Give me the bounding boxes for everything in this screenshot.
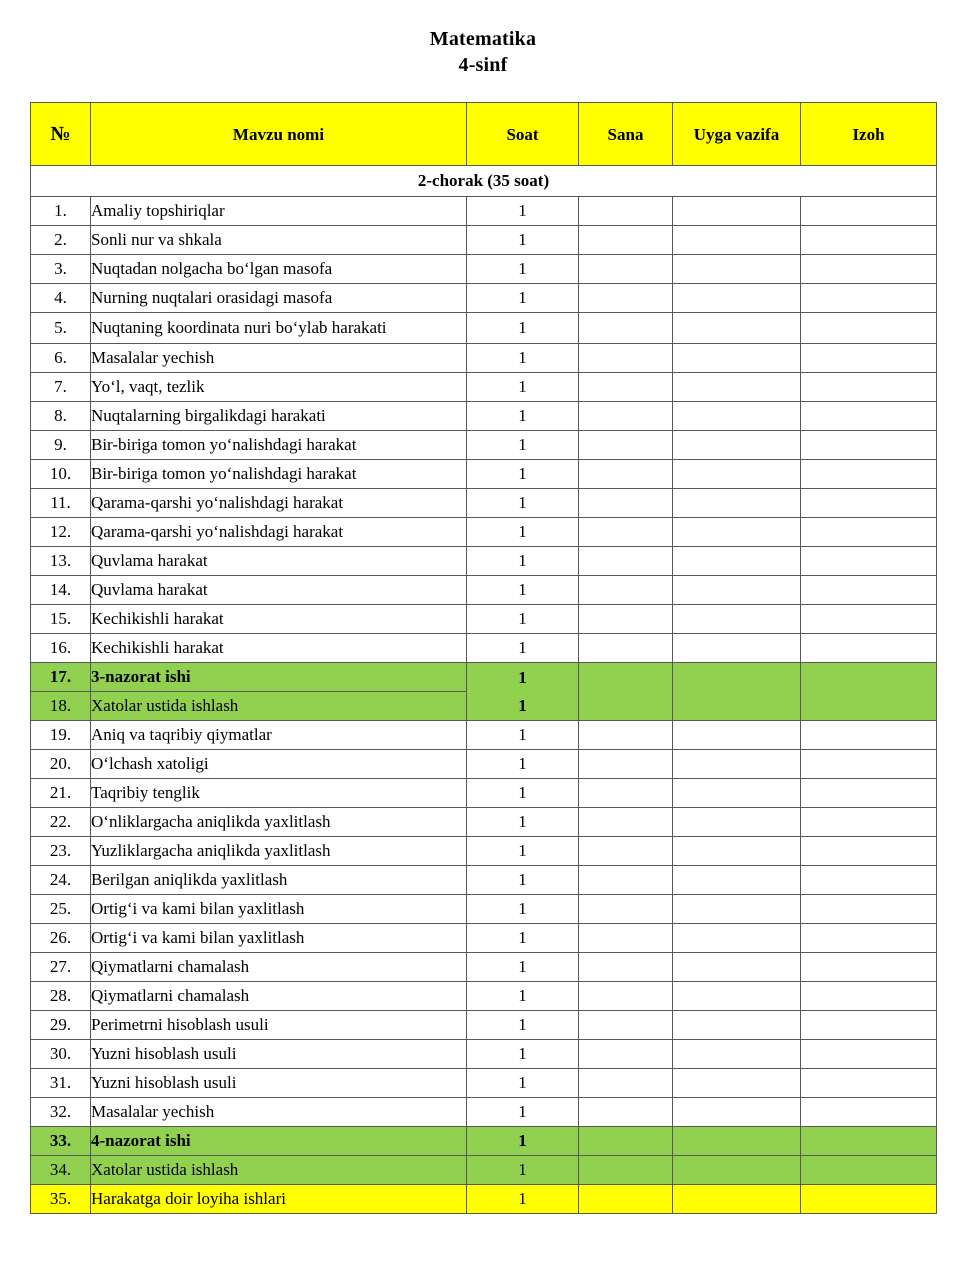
row-sana[interactable]: [579, 489, 673, 518]
row-izoh[interactable]: [801, 1185, 937, 1214]
row-sana[interactable]: [579, 547, 673, 576]
row-izoh[interactable]: [801, 808, 937, 837]
row-izoh[interactable]: [801, 518, 937, 547]
row-izoh[interactable]: [801, 634, 937, 663]
row-topic: O‘nliklargacha aniqlikda yaxlitlash: [91, 808, 467, 837]
row-topic: Bir-biriga tomon yo‘nalishdagi harakat: [91, 460, 467, 489]
row-uyga[interactable]: [673, 634, 801, 663]
row-sana[interactable]: [579, 1069, 673, 1098]
row-uyga[interactable]: [673, 284, 801, 313]
row-sana[interactable]: [579, 1127, 673, 1156]
table-row: [31, 197, 937, 226]
row-sana[interactable]: [579, 197, 673, 226]
row-izoh[interactable]: [801, 605, 937, 634]
table-row: [31, 518, 937, 547]
row-topic: Bir-biriga tomon yo‘nalishdagi harakat: [91, 431, 467, 460]
row-soat: 1: [518, 667, 527, 687]
table-row-highlight-yellow: [31, 1185, 937, 1214]
table-row: [31, 837, 937, 866]
row-sana[interactable]: [579, 924, 673, 953]
row-soat: 1: [467, 924, 579, 953]
row-number: 5.: [31, 313, 91, 344]
row-soat: 1: [467, 402, 579, 431]
table-row: [31, 284, 937, 313]
row-soat: 1: [467, 344, 579, 373]
row-izoh[interactable]: [801, 431, 937, 460]
row-soat: 1: [467, 1069, 579, 1098]
row-izoh[interactable]: [801, 895, 937, 924]
row-number: 9.: [31, 431, 91, 460]
row-izoh[interactable]: [801, 1069, 937, 1098]
row-sana[interactable]: [579, 866, 673, 895]
table-row-highlight-green: [31, 1127, 937, 1156]
row-izoh[interactable]: [801, 1011, 937, 1040]
row-number: 3.: [31, 255, 91, 284]
row-topic: Yuzni hisoblash usuli: [91, 1040, 467, 1069]
row-uyga[interactable]: [673, 197, 801, 226]
row-izoh[interactable]: [801, 779, 937, 808]
row-topic: Masalalar yechish: [91, 1098, 467, 1127]
row-sana[interactable]: [579, 837, 673, 866]
row-topic: Kechikishli harakat: [91, 634, 467, 663]
row-sana[interactable]: [579, 1098, 673, 1127]
row-soat: 1: [467, 518, 579, 547]
row-number: 7.: [31, 373, 91, 402]
table-row: [31, 255, 937, 284]
row-soat: 1: [467, 1040, 579, 1069]
row-topic: Qarama-qarshi yo‘nalishdagi harakat: [91, 518, 467, 547]
row-topic: Perimetrni hisoblash usuli: [91, 1011, 467, 1040]
row-sana[interactable]: [579, 721, 673, 750]
row-uyga[interactable]: [673, 924, 801, 953]
row-sana[interactable]: [579, 344, 673, 373]
row-soat: 1: [467, 576, 579, 605]
table-row: [31, 953, 937, 982]
row-topic: Yuzliklargacha aniqlikda yaxlitlash: [91, 837, 467, 866]
row-izoh[interactable]: [801, 547, 937, 576]
row-uyga[interactable]: [673, 489, 801, 518]
table-row: [31, 605, 937, 634]
row-number: 14.: [31, 576, 91, 605]
row-topic: Nuqtalarning birgalikdagi harakati: [91, 402, 467, 431]
row-sana[interactable]: [579, 982, 673, 1011]
row-soat: 1: [467, 284, 579, 313]
row-soat-merged: [467, 663, 579, 721]
row-topic: Sonli nur va shkala: [91, 226, 467, 255]
row-izoh[interactable]: [801, 837, 937, 866]
table-row-highlight-green: [31, 663, 937, 692]
row-sana[interactable]: [579, 634, 673, 663]
grade-title: 4-sinf: [458, 54, 508, 76]
row-sana[interactable]: [579, 1185, 673, 1214]
row-izoh[interactable]: [801, 489, 937, 518]
row-topic: Quvlama harakat: [91, 576, 467, 605]
row-topic: Qarama-qarshi yo‘nalishdagi harakat: [91, 489, 467, 518]
row-sana[interactable]: [579, 605, 673, 634]
table-row: [31, 721, 937, 750]
row-topic: Nurning nuqtalari orasidagi masofa: [91, 284, 467, 313]
row-soat: 1: [467, 953, 579, 982]
row-topic: Harakatga doir loyiha ishlari: [91, 1185, 467, 1214]
row-number: 16.: [31, 634, 91, 663]
row-soat: 1: [467, 460, 579, 489]
row-soat: 1: [467, 197, 579, 226]
row-sana[interactable]: [579, 460, 673, 489]
row-sana[interactable]: [579, 663, 673, 721]
row-sana[interactable]: [579, 284, 673, 313]
column-header-izoh: Izoh: [801, 103, 937, 166]
row-topic: Amaliy topshiriqlar: [91, 197, 467, 226]
row-uyga[interactable]: [673, 1127, 801, 1156]
row-soat: 1: [467, 431, 579, 460]
row-uyga[interactable]: [673, 226, 801, 255]
row-uyga[interactable]: [673, 344, 801, 373]
row-uyga[interactable]: [673, 837, 801, 866]
row-soat: 1: [467, 837, 579, 866]
row-uyga[interactable]: [673, 866, 801, 895]
row-number: 8.: [31, 402, 91, 431]
row-soat: 1: [467, 1011, 579, 1040]
row-sana[interactable]: [579, 808, 673, 837]
table-row: [31, 313, 937, 344]
table-row-highlight-green: [31, 1156, 937, 1185]
row-uyga[interactable]: [673, 953, 801, 982]
row-topic: Qiymatlarni chamalash: [91, 982, 467, 1011]
row-number: 6.: [31, 344, 91, 373]
row-soat: 1: [467, 255, 579, 284]
row-izoh[interactable]: [801, 226, 937, 255]
row-number: 34.: [31, 1156, 91, 1185]
row-topic: Aniq va taqribiy qiymatlar: [91, 721, 467, 750]
row-number: 1.: [31, 197, 91, 226]
lesson-plan-table: [30, 102, 937, 1214]
row-soat: 1: [467, 547, 579, 576]
page-title: [0, 0, 966, 78]
table-row: [31, 924, 937, 953]
row-izoh[interactable]: [801, 460, 937, 489]
table-row: [31, 1069, 937, 1098]
row-number: 4.: [31, 284, 91, 313]
row-number: 17.: [31, 663, 91, 692]
row-soat: 1: [518, 695, 527, 715]
row-uyga[interactable]: [673, 779, 801, 808]
row-number: 31.: [31, 1069, 91, 1098]
lesson-plan-table-wrap: [30, 102, 936, 1214]
row-soat: 1: [467, 895, 579, 924]
row-izoh[interactable]: [801, 750, 937, 779]
row-soat: 1: [467, 808, 579, 837]
row-number: 26.: [31, 924, 91, 953]
table-row: [31, 373, 937, 402]
row-number: 25.: [31, 895, 91, 924]
table-row: [31, 634, 937, 663]
row-izoh[interactable]: [801, 866, 937, 895]
subject-title: Matematika: [429, 28, 537, 50]
row-number: 11.: [31, 489, 91, 518]
row-uyga[interactable]: [673, 605, 801, 634]
column-header-uyga: Uyga vazifa: [673, 103, 801, 166]
table-row: [31, 431, 937, 460]
row-izoh[interactable]: [801, 721, 937, 750]
row-izoh[interactable]: [801, 953, 937, 982]
row-number: 19.: [31, 721, 91, 750]
row-uyga[interactable]: [673, 255, 801, 284]
table-row: [31, 750, 937, 779]
row-uyga[interactable]: [673, 1098, 801, 1127]
row-sana[interactable]: [579, 431, 673, 460]
row-izoh[interactable]: [801, 373, 937, 402]
row-topic: Qiymatlarni chamalash: [91, 953, 467, 982]
row-soat: 1: [467, 373, 579, 402]
row-topic: Berilgan aniqlikda yaxlitlash: [91, 866, 467, 895]
table-row: [31, 547, 937, 576]
row-soat: 1: [467, 721, 579, 750]
row-sana[interactable]: [579, 313, 673, 344]
row-topic: 3-nazorat ishi: [91, 663, 467, 692]
row-uyga[interactable]: [673, 402, 801, 431]
row-sana[interactable]: [579, 226, 673, 255]
row-izoh[interactable]: [801, 663, 937, 721]
table-row: [31, 1040, 937, 1069]
column-header-soat: Soat: [467, 103, 579, 166]
row-uyga[interactable]: [673, 750, 801, 779]
row-topic: Nuqtadan nolgacha bo‘lgan masofa: [91, 255, 467, 284]
row-izoh[interactable]: [801, 197, 937, 226]
row-izoh[interactable]: [801, 1156, 937, 1185]
row-topic: Nuqtaning koordinata nuri bo‘ylab harakati: [91, 313, 467, 344]
row-soat: 1: [467, 982, 579, 1011]
row-uyga[interactable]: [673, 1156, 801, 1185]
table-row: [31, 1011, 937, 1040]
row-soat: 1: [467, 1156, 579, 1185]
row-sana[interactable]: [579, 255, 673, 284]
row-uyga[interactable]: [673, 1011, 801, 1040]
row-izoh[interactable]: [801, 576, 937, 605]
column-header-num: №: [31, 103, 91, 166]
row-uyga[interactable]: [673, 576, 801, 605]
row-sana[interactable]: [579, 779, 673, 808]
row-izoh[interactable]: [801, 982, 937, 1011]
row-soat: 1: [467, 634, 579, 663]
row-sana[interactable]: [579, 895, 673, 924]
row-uyga[interactable]: [673, 1040, 801, 1069]
row-uyga[interactable]: [673, 431, 801, 460]
row-topic: Ortig‘i va kami bilan yaxlitlash: [91, 895, 467, 924]
row-number: 22.: [31, 808, 91, 837]
row-uyga[interactable]: [673, 1185, 801, 1214]
row-soat: 1: [467, 1098, 579, 1127]
row-number: 10.: [31, 460, 91, 489]
row-izoh[interactable]: [801, 344, 937, 373]
row-sana[interactable]: [579, 1040, 673, 1069]
row-number: 21.: [31, 779, 91, 808]
table-row: [31, 344, 937, 373]
row-topic: Kechikishli harakat: [91, 605, 467, 634]
row-sana[interactable]: [579, 1156, 673, 1185]
row-uyga[interactable]: [673, 313, 801, 344]
row-izoh[interactable]: [801, 1098, 937, 1127]
row-uyga[interactable]: [673, 663, 801, 721]
row-soat: 1: [467, 489, 579, 518]
row-number: 28.: [31, 982, 91, 1011]
row-number: 29.: [31, 1011, 91, 1040]
row-topic: Yuzni hisoblash usuli: [91, 1069, 467, 1098]
row-izoh[interactable]: [801, 1127, 937, 1156]
row-sana[interactable]: [579, 402, 673, 431]
row-soat: 1: [467, 1185, 579, 1214]
row-topic: O‘lchash xatoligi: [91, 750, 467, 779]
row-uyga[interactable]: [673, 460, 801, 489]
row-soat: 1: [467, 313, 579, 344]
row-sana[interactable]: [579, 373, 673, 402]
table-body: [31, 166, 937, 1214]
row-izoh[interactable]: [801, 402, 937, 431]
table-row: [31, 460, 937, 489]
row-soat: 1: [467, 226, 579, 255]
row-sana[interactable]: [579, 750, 673, 779]
section-row: [31, 166, 937, 197]
table-header: [31, 103, 937, 166]
table-row: [31, 489, 937, 518]
row-topic: Xatolar ustida ishlash: [91, 692, 467, 721]
table-row: [31, 576, 937, 605]
table-row: [31, 982, 937, 1011]
row-topic: Taqribiy tenglik: [91, 779, 467, 808]
row-uyga[interactable]: [673, 373, 801, 402]
row-soat: 1: [467, 1127, 579, 1156]
row-soat: 1: [467, 750, 579, 779]
row-number: 30.: [31, 1040, 91, 1069]
row-number: 2.: [31, 226, 91, 255]
table-row: [31, 402, 937, 431]
row-uyga[interactable]: [673, 895, 801, 924]
table-row: [31, 866, 937, 895]
row-uyga[interactable]: [673, 547, 801, 576]
row-topic: 4-nazorat ishi: [91, 1127, 467, 1156]
table-row: [31, 895, 937, 924]
row-topic: Xatolar ustida ishlash: [91, 1156, 467, 1185]
row-soat: 1: [467, 605, 579, 634]
row-izoh[interactable]: [801, 313, 937, 344]
section-title: 2-chorak (35 soat): [31, 166, 937, 197]
row-sana[interactable]: [579, 576, 673, 605]
row-soat: 1: [467, 866, 579, 895]
row-uyga[interactable]: [673, 982, 801, 1011]
row-izoh[interactable]: [801, 284, 937, 313]
row-topic: Yo‘l, vaqt, tezlik: [91, 373, 467, 402]
row-number: 15.: [31, 605, 91, 634]
row-topic: Ortig‘i va kami bilan yaxlitlash: [91, 924, 467, 953]
row-izoh[interactable]: [801, 255, 937, 284]
row-number: 13.: [31, 547, 91, 576]
row-number: 35.: [31, 1185, 91, 1214]
row-sana[interactable]: [579, 1011, 673, 1040]
table-row: [31, 808, 937, 837]
row-uyga[interactable]: [673, 721, 801, 750]
row-number: 23.: [31, 837, 91, 866]
row-izoh[interactable]: [801, 924, 937, 953]
row-number: 33.: [31, 1127, 91, 1156]
table-row: [31, 1098, 937, 1127]
row-topic: Masalalar yechish: [91, 344, 467, 373]
row-izoh[interactable]: [801, 1040, 937, 1069]
table-row: [31, 226, 937, 255]
row-uyga[interactable]: [673, 808, 801, 837]
row-number: 32.: [31, 1098, 91, 1127]
row-uyga[interactable]: [673, 518, 801, 547]
header-row: [31, 103, 937, 166]
column-header-sana: Sana: [579, 103, 673, 166]
row-number: 27.: [31, 953, 91, 982]
table-row: [31, 779, 937, 808]
row-soat: 1: [467, 779, 579, 808]
row-number: 20.: [31, 750, 91, 779]
column-header-topic: Mavzu nomi: [91, 103, 467, 166]
row-sana[interactable]: [579, 518, 673, 547]
row-number: 24.: [31, 866, 91, 895]
row-uyga[interactable]: [673, 1069, 801, 1098]
row-number: 18.: [31, 692, 91, 721]
row-sana[interactable]: [579, 953, 673, 982]
row-number: 12.: [31, 518, 91, 547]
row-topic: Quvlama harakat: [91, 547, 467, 576]
